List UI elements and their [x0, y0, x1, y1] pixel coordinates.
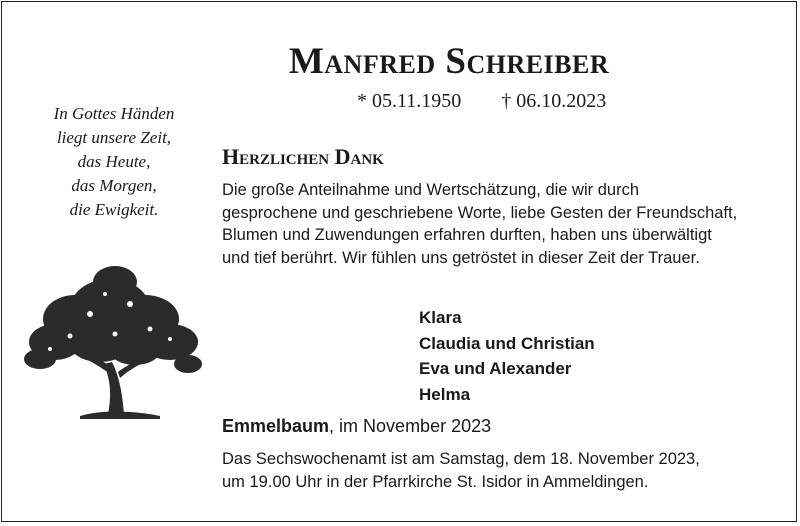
quote-line: In Gottes Händen: [53, 104, 175, 123]
obituary-card: [1, 1, 797, 522]
life-dates: [357, 90, 606, 113]
signer: Helma: [419, 384, 471, 404]
birth-date: * 05.11.1950: [357, 90, 462, 112]
thanks-title: Herzlichen Dank: [222, 144, 384, 169]
bible-quote: [24, 102, 204, 222]
death-date: † 06.10.2023: [501, 90, 607, 112]
tree-icon: [20, 264, 205, 424]
quote-line: das Morgen,: [71, 176, 157, 195]
signer: Eva und Alexander: [419, 359, 572, 378]
signer: Klara: [419, 308, 462, 327]
quote-line: die Ewigkeit.: [69, 200, 159, 219]
thanks-line: Blumen und Zuwendungen erfahren durften, haben uns überwältigt: [222, 226, 712, 244]
signers-list: [419, 305, 595, 407]
quote-line: das Heute,: [77, 152, 151, 171]
service-line: Das Sechswochenamt ist am Samstag, dem 18. November 2023,: [222, 450, 700, 468]
thanks-line: und tief berührt. Wir fühlen uns getröstet in dieser Zeit der Trauer.: [222, 248, 700, 267]
town-name: Emmelbaum: [222, 416, 330, 436]
place-date: [222, 416, 491, 437]
signer: Claudia und Christian: [419, 333, 595, 353]
deceased-name: Manfred Schreiber: [288, 41, 610, 82]
date-text: , im November 2023: [329, 416, 492, 436]
thanks-text: [222, 179, 782, 269]
service-line: um 19.00 Uhr in der Pfarrkirche St. Isidor in Ammeldingen.: [222, 472, 649, 491]
quote-line: liegt unsere Zeit,: [56, 128, 172, 147]
thanks-line: gesprochene und geschriebene Worte, liebe Gesten der Freundschaft,: [222, 203, 738, 222]
thanks-line: Die große Anteilnahme und Wertschätzung, die wir durch: [222, 181, 639, 199]
service-info: [222, 448, 782, 493]
